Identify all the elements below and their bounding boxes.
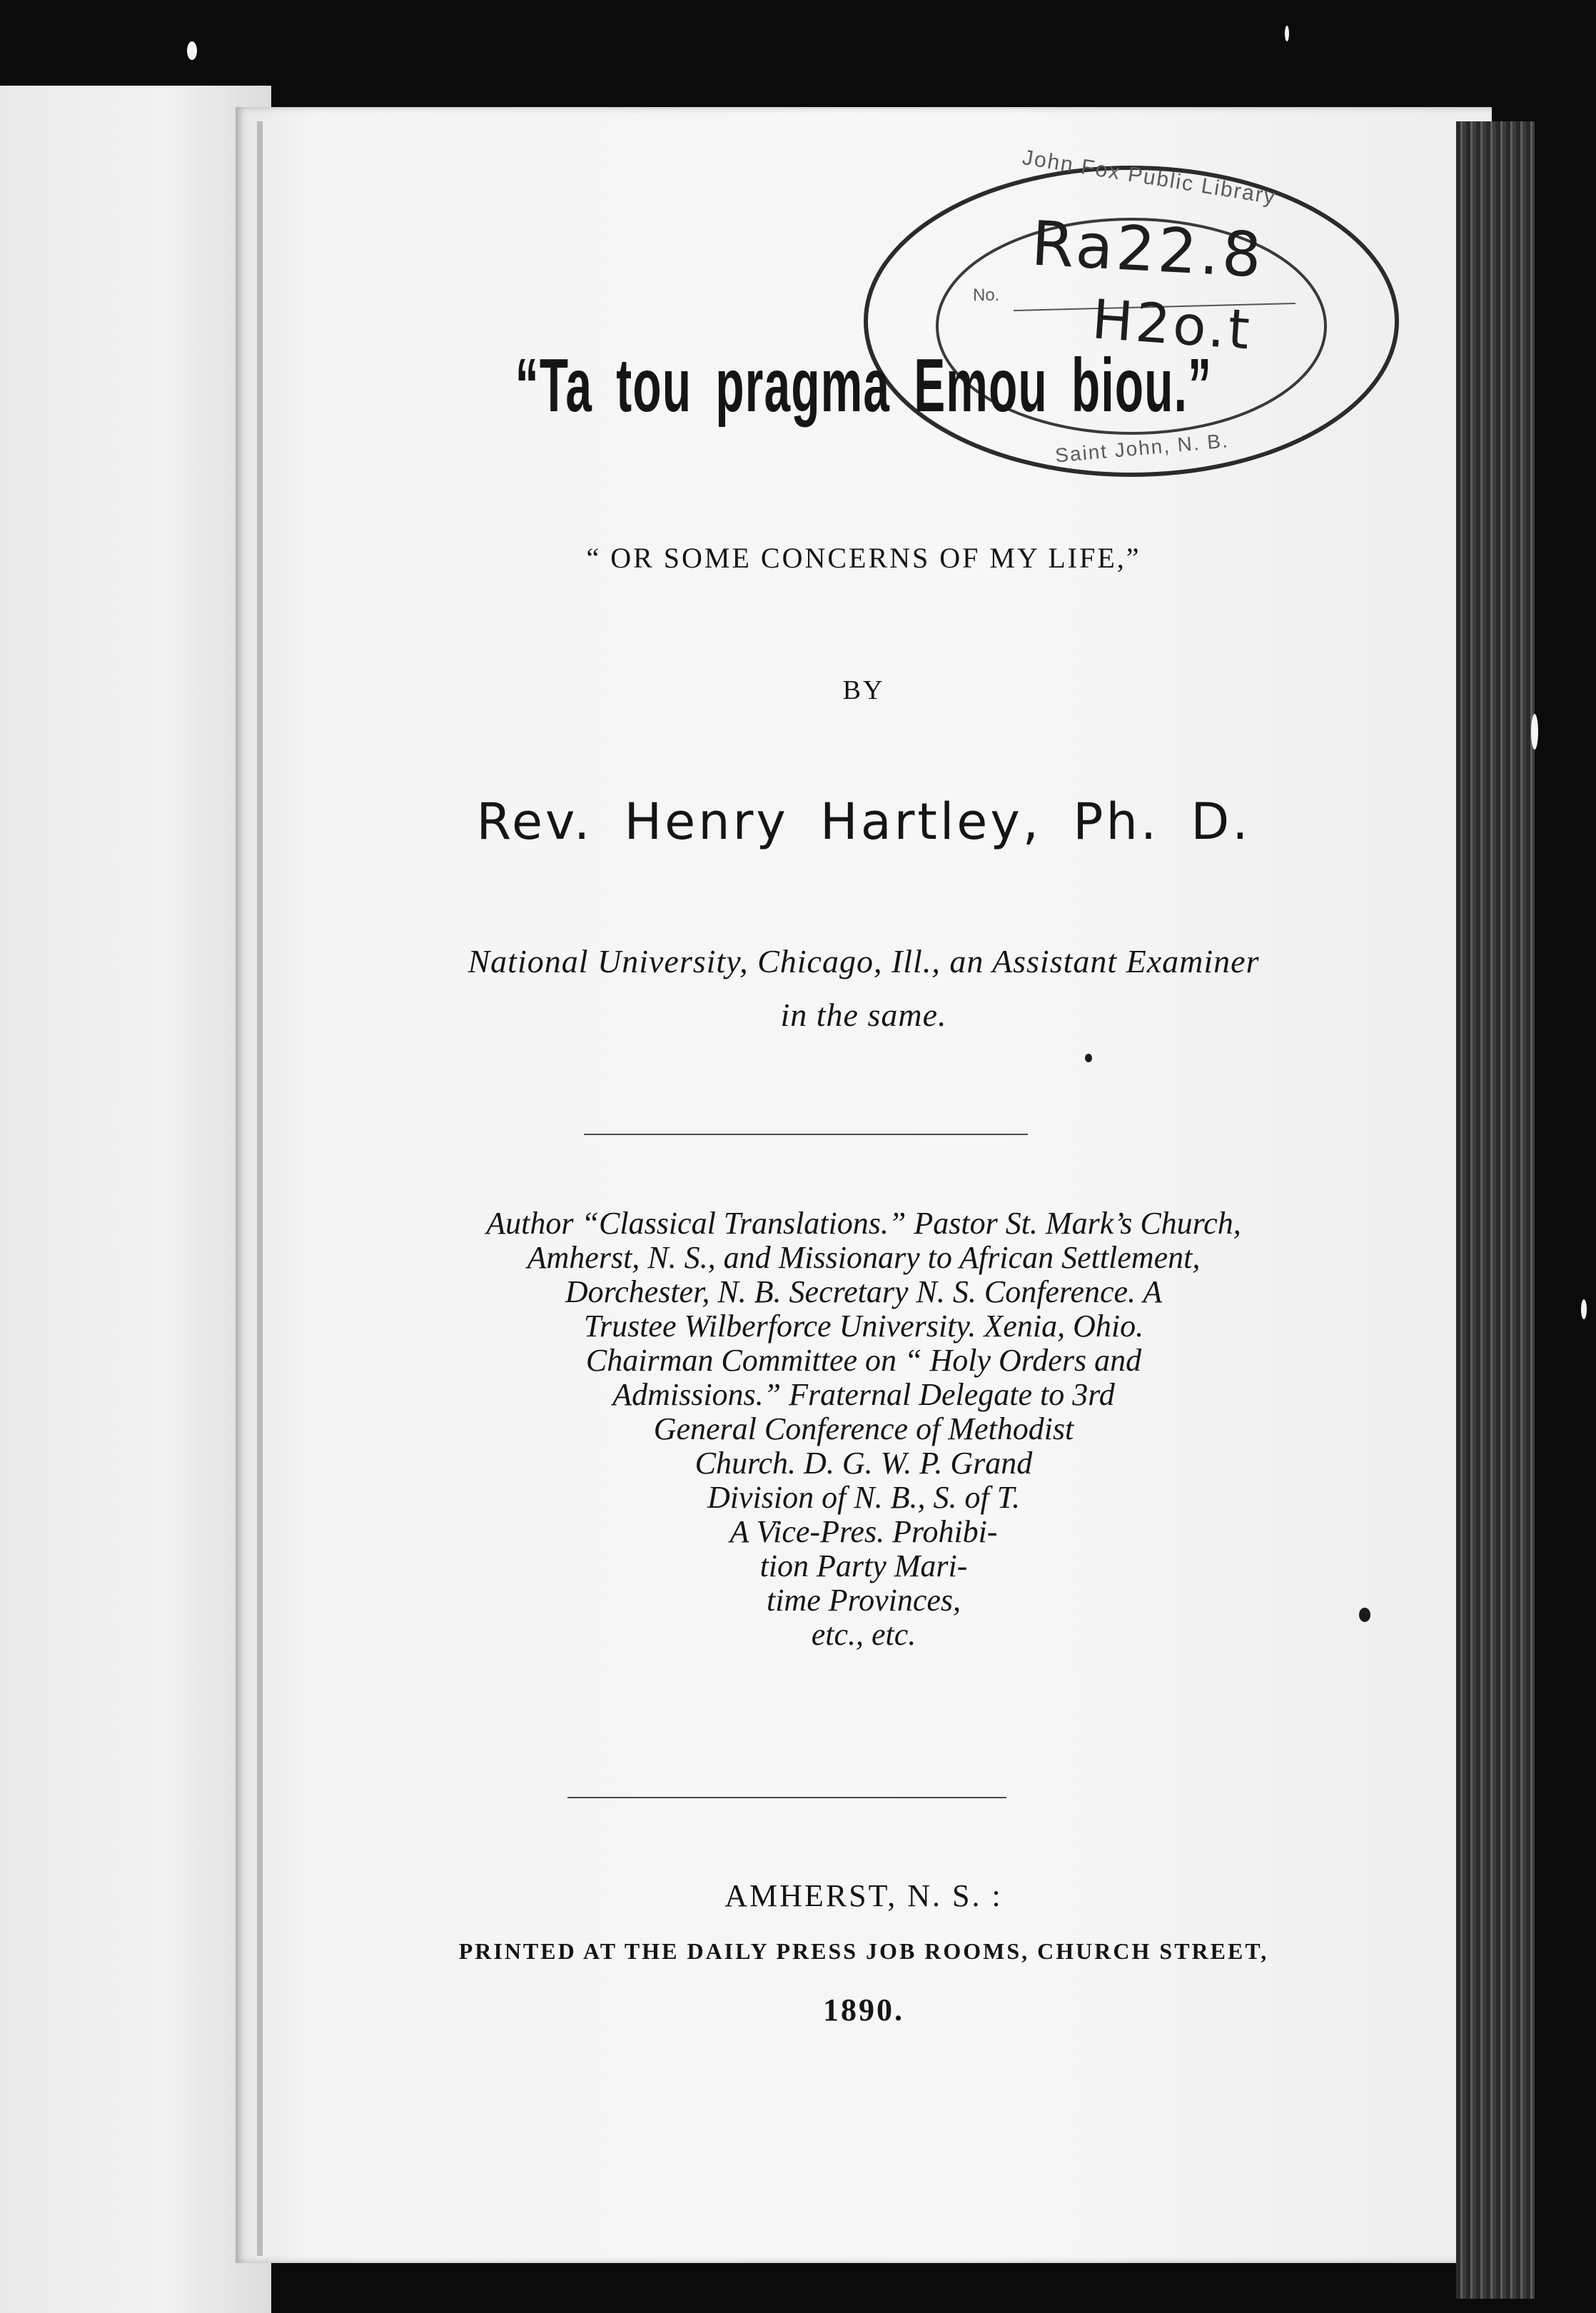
credentials-line: time Provinces,: [766, 1583, 961, 1618]
scan-speck: [1285, 26, 1289, 41]
credentials-line: etc., etc.: [811, 1617, 916, 1652]
lower-rule: [567, 1797, 1006, 1798]
credentials-line: Dorchester, N. B. Secretary N. S. Conference. A: [565, 1274, 1163, 1309]
imprint-place: AMHERST, N. S. :: [724, 1878, 1003, 1913]
credentials-line: A Vice-Pres. Prohibi-: [729, 1514, 998, 1549]
credentials-line: Admissions.” Fraternal Delegate to 3rd: [612, 1377, 1115, 1412]
imprint-year: 1890.: [823, 1992, 904, 2027]
stamp-library-name: John Fox Public Library: [1020, 146, 1278, 209]
credentials-line: Amherst, N. S., and Missionary to African Settlement,: [527, 1240, 1201, 1275]
author-affiliation-line1: National University, Chicago, Ill., an Assistant Examiner: [468, 943, 1260, 979]
scan-speck: [1581, 1299, 1587, 1319]
book-subtitle: “ OR SOME CONCERNS OF MY LIFE,”: [586, 542, 1141, 574]
author-affiliation-line2: in the same.: [780, 997, 947, 1033]
credentials-line: Author “Classical Translations.” Pastor St. Mark’s Church,: [486, 1206, 1241, 1241]
author-name: Rev. Henry Hartley, Ph. D.: [476, 792, 1251, 851]
credentials-line: Trustee Wilberforce University. Xenia, Ohio.: [583, 1309, 1144, 1344]
credentials-line: Church. D. G. W. P. Grand: [695, 1446, 1033, 1481]
scan-speck: [1531, 714, 1538, 750]
ink-spot: [1085, 1054, 1092, 1062]
credentials-line: Division of N. B., S. of T.: [707, 1480, 1020, 1515]
handwritten-call-number-line2: H2o.t: [1090, 287, 1255, 362]
credentials-line: General Conference of Methodist: [653, 1411, 1074, 1446]
by-line: BY: [842, 675, 885, 705]
upper-rule: [584, 1134, 1028, 1135]
credentials-line: Chairman Committee on “ Holy Orders and: [585, 1343, 1142, 1378]
stamp-number-label: No.: [973, 286, 1000, 305]
imprint-printer: PRINTED AT THE DAILY PRESS JOB ROOMS, CHURCH STREET,: [458, 1938, 1269, 1964]
scan-speck: [187, 41, 197, 60]
handwritten-call-number-line1: Ra22.8: [1029, 208, 1266, 292]
book-gutter: [257, 121, 263, 2256]
credentials-line: tion Party Mari-: [759, 1548, 968, 1583]
book-title: “Ta tou pragma Emou biou.”: [515, 343, 1213, 428]
stamp-city: Saint John, N. B.: [1054, 429, 1230, 467]
left-page: [0, 86, 271, 2313]
